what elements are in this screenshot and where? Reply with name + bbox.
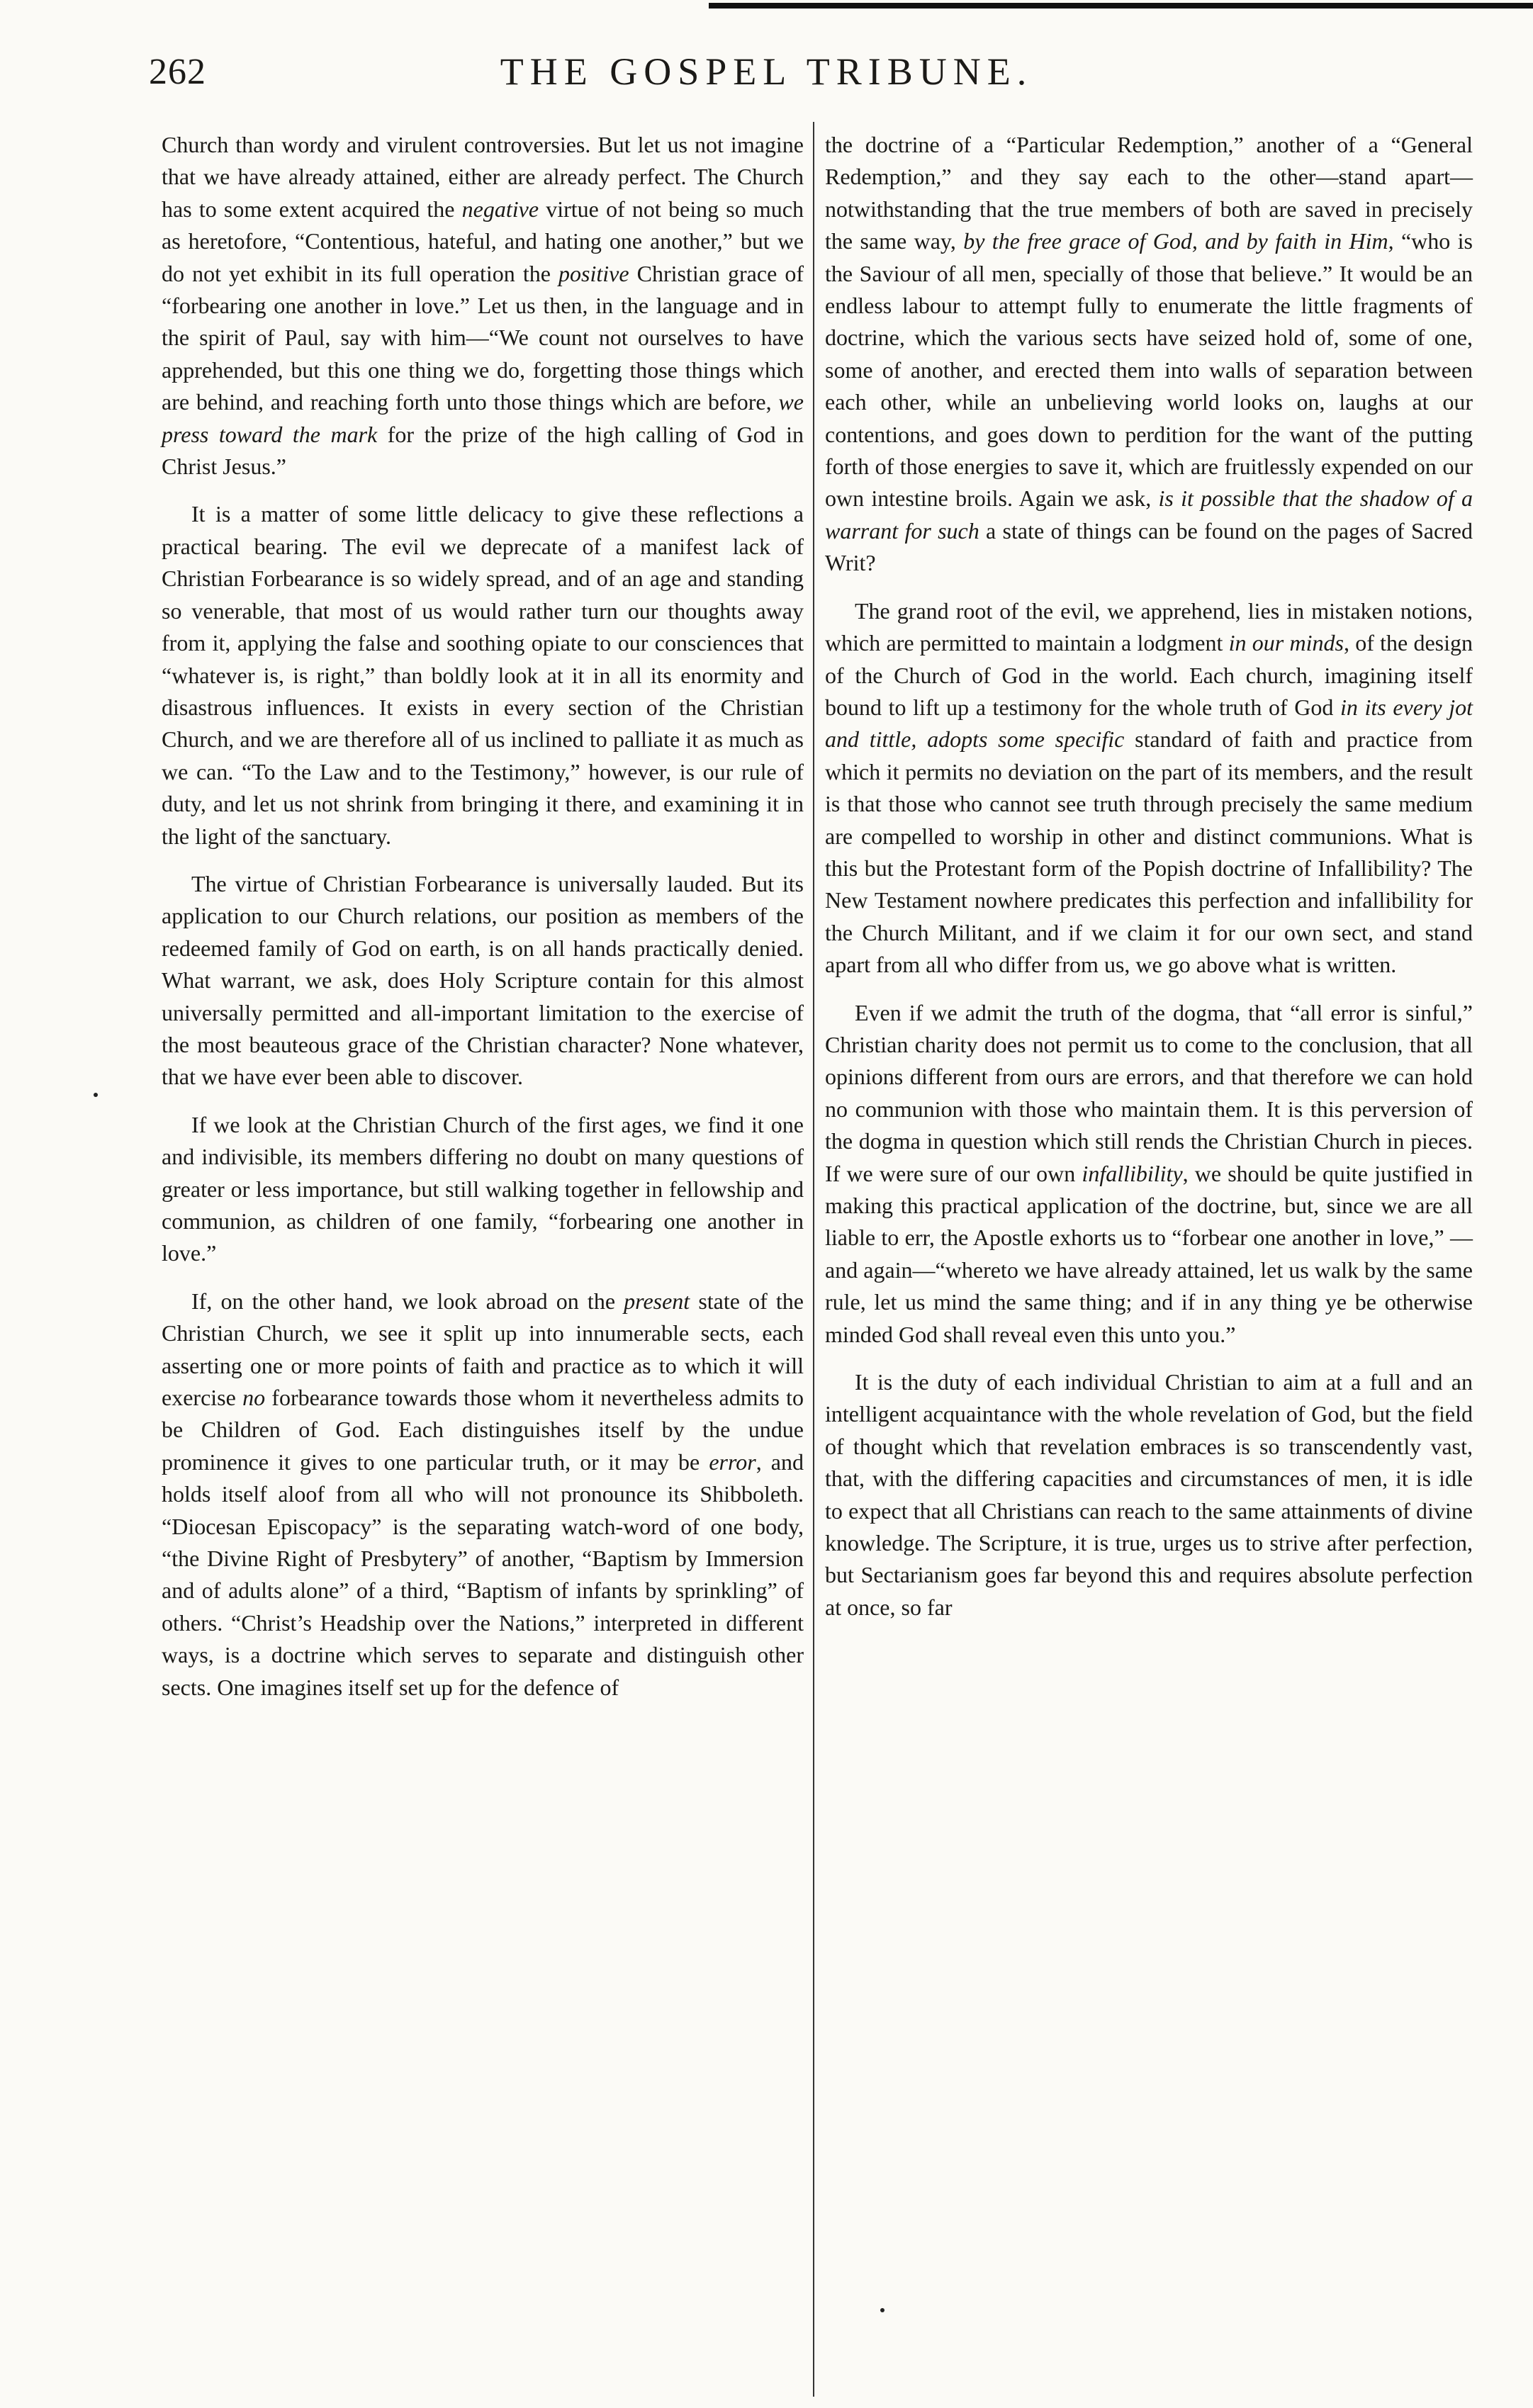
paragraph: the doctrine of a “Particular Redemption,” another of a “General Redemption,” and they say each to the other—stand apart—notwithstanding that the true members of both are saved in precisely the same way, by the free grace of God, and by faith in Him, “who is the Saviour of all men, specially of those that believe.” It would be an endless labour to attempt fully to enumerate the little fragments of doctrine, which the various sects have seized hold of, some of one, some of another, and erected them into walls of separation between each other, while an unbelieving world looks on, laughs at our contentions, and goes down to perdition for the want of the putting forth of those energies to save it, which are fruitlessly expended on our own intestine broils. Again we ask, is it possible that the shadow of a warrant for such a state of things can be found on the pages of Sacred Writ? bbox=[825, 132, 1473, 576]
paragraph: The virtue of Christian Forbearance is universally lauded. But its application to our Church relations, our position as members of the redeemed family of God on earth, is on all hands practically denied. What warrant, we ask, does Holy Scripture contain for this almost universally permitted and all-important limitation to the exercise of the most beauteous grace of the Christian character? None whatever, that we have ever been able to discover. bbox=[162, 870, 804, 1090]
page-number: 262 bbox=[149, 52, 206, 92]
column-divider bbox=[813, 122, 814, 2397]
paragraph: It is a matter of some little delicacy to give these reflections a practical bearing. The evil we deprecate of a manifest lack of Christian Forbearance is so widely spread, and of an age and standing so venerable, that most of us would rather turn our thoughts away from it, applying the false and soothing opiate to our consciences that “whatever is, is right,” than boldly look at it in all its enormity and disastrous influences. It exists in every section of the Christian Church, and we are therefore all of us inclined to palliate it as much as we can. “To the Law and to the Testimony,” however, is our rule of duty, and let us not shrink from bringing it there, and examining it in the light of the sanctuary. bbox=[162, 501, 804, 849]
paragraph: Church than wordy and virulent controversies. But let us not imagine that we have already attained, either are already perfect. The Church has to some extent acquired the negative virtue of not being so much as heretofore, “Contentious, hateful, and hating one another,” but we do not yet exhibit in its full operation the positive Christian grace of “forbearing one another in love.” Let us then, in the language and in the spirit of Paul, say with him—“We count not ourselves to have apprehended, but this one thing we do, forgetting those things which are behind, and reaching forth unto those things which are before, we press toward the mark for the prize of the high calling of God in Christ Jesus.” bbox=[162, 132, 804, 480]
print-speck bbox=[94, 1093, 98, 1097]
paragraph: The grand root of the evil, we apprehend, lies in mistaken notions, which are permitted to maintain a lodgment in our minds, of the design of the Church of God in the world. Each church, imagining itself bound to lift up a testimony for the whole truth of God in its every jot and tittle, adopts some specific standard of faith and practice from which it permits no deviation on the part of its members, and the result is that those who cannot see truth through precisely the same medium are compelled to worship in other and distinct communions. What is this but the Protestant form of the Popish doctrine of Infallibility? The New Testament nowhere predicates this perfection and infallibility for the Church Militant, and if we claim it for our own sect, and stand apart from all who differ from us, we go above what is written. bbox=[825, 597, 1473, 978]
right-column bbox=[825, 129, 1473, 1639]
paragraph: Even if we admit the truth of the dogma, that “all error is sinful,” Christian charity does not permit us to come to the conclusion, that all opinions different from ours are errors, and that therefore we can hold no communion with those who maintain them. It is this perversion of the dogma in question which still rends the Christian Church in pieces. If we were sure of our own infallibility, we should be quite justified in making this practical application of the doctrine, but, since we are all liable to err, the Apostle exhorts us to “forbear one another in love,” —and again—“whereto we have already attained, let us walk by the same rule, let us mind the same thing; and if in any thing ye be otherwise minded God shall reveal even this unto you.” bbox=[825, 999, 1473, 1347]
print-speck bbox=[880, 2308, 885, 2312]
paragraph: It is the duty of each individual Christian to aim at a full and an intelligent acquaintance with the whole revelation of God, but the field of thought which that revelation embraces is so transcendently vast, that, with the differing capacities and circumstances of men, it is idle to expect that all Christians can reach to the same attainments of divine knowledge. The Scripture, it is true, urges us to strive after perfection, but Sectarianism goes far beyond this and requires absolute perfection at once, so far bbox=[825, 1369, 1473, 1620]
paragraph: If we look at the Christian Church of the first ages, we find it one and indivisible, its members differing no doubt on many questions of greater or less importance, but still walking together in fellowship and communion, as children of one family, “forbearing one another in love.” bbox=[162, 1111, 804, 1266]
left-column bbox=[162, 129, 804, 1719]
top-rule bbox=[709, 3, 1533, 9]
running-title: THE GOSPEL TRIBUNE. bbox=[500, 50, 1033, 93]
paragraph: If, on the other hand, we look abroad on the present state of the Christian Church, we see it split up into innumerable sects, each asserting one or more points of faith and practice as to which it will exercise no forbearance towards those whom it nevertheless admits to be Children of God. Each distinguishes itself by the undue prominence it gives to one particular truth, or it may be error, and holds itself aloof from all who will not pronounce its Shibboleth. “Diocesan Episcopacy” is the separating watch-word of one body, “the Divine Right of Presbytery” of another, “Baptism by Immersion and of adults alone” of a third, “Baptism of infants by sprinkling” of others. “Christ’s Headship over the Nations,” interpreted in different ways, is a doctrine which serves to separate and distinguish other sects. One imagines itself set up for the defence of bbox=[162, 1288, 804, 1700]
